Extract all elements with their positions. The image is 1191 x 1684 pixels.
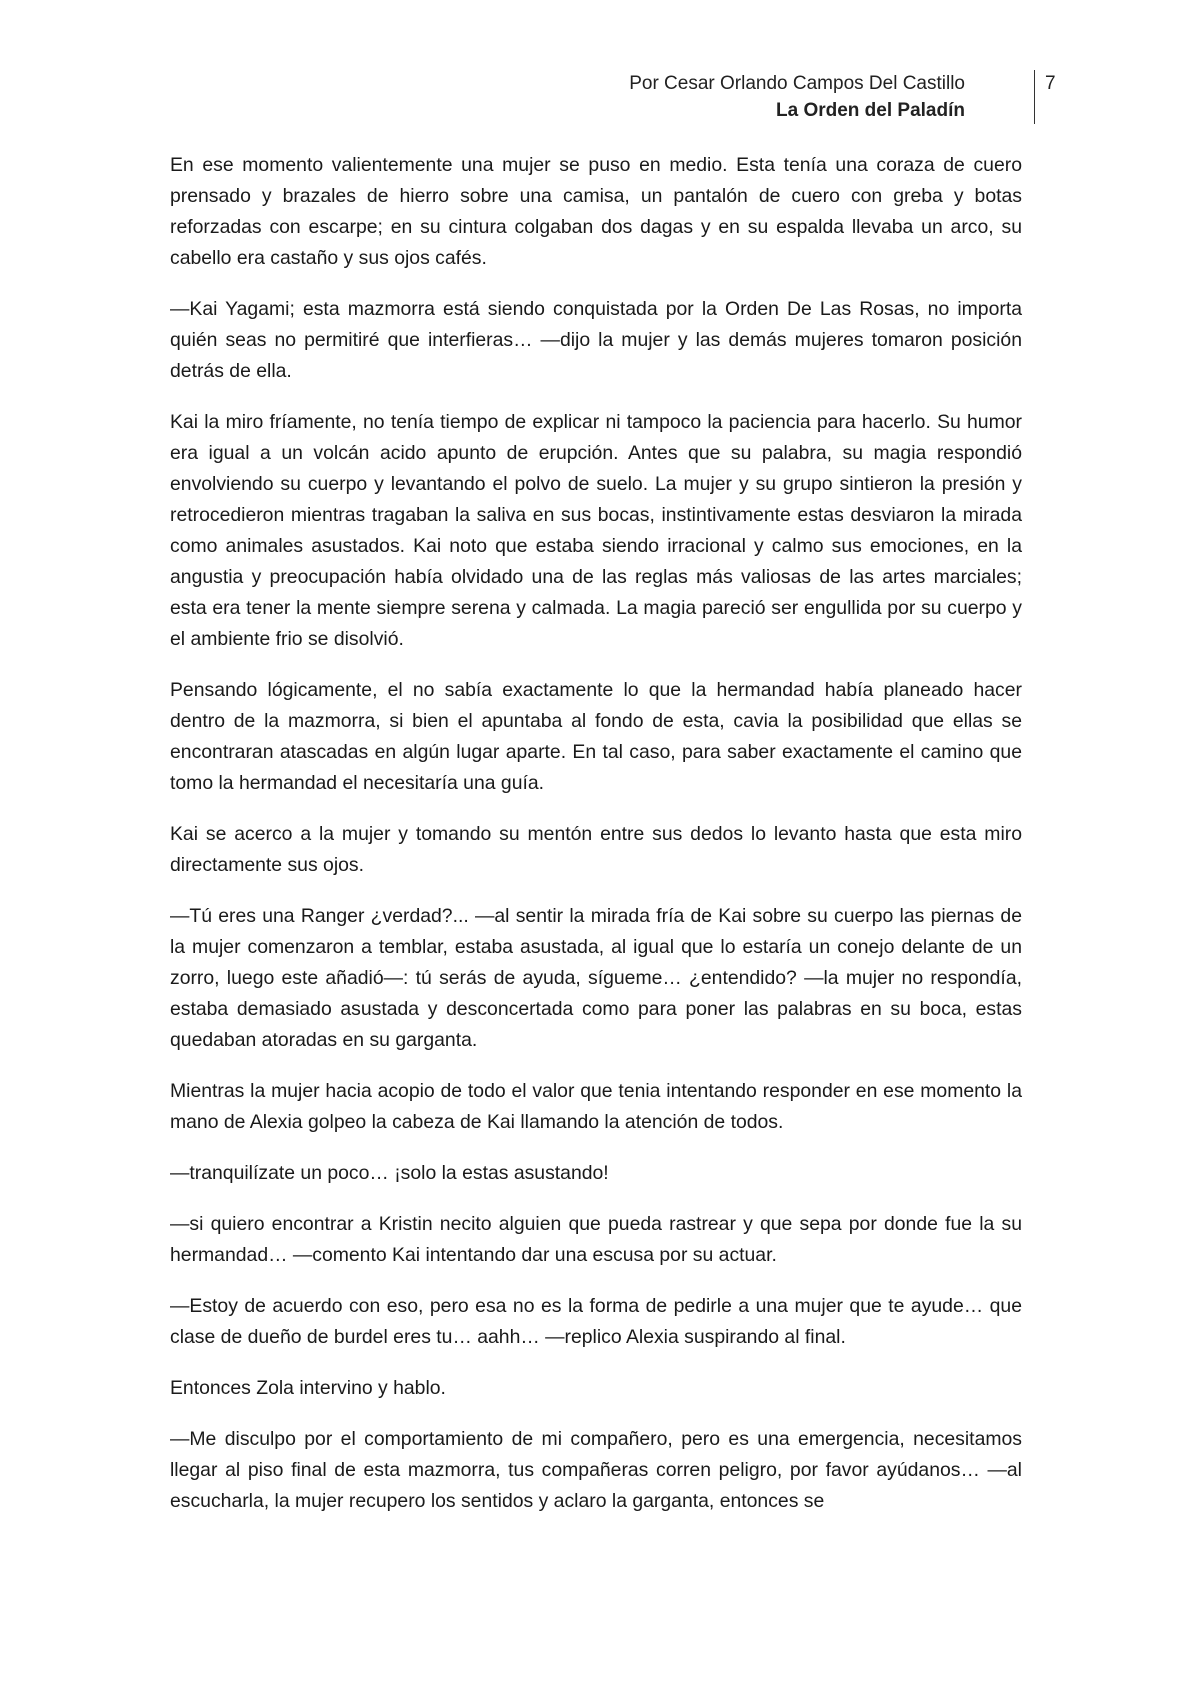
paragraph: Pensando lógicamente, el no sabía exactamente lo que la hermandad había planeado hacer dentro de la mazmorra, si bien el apuntaba al fondo de esta, cavia la posibilidad que ellas se encontraran atascadas en algún lugar aparte. En tal caso, para saber exactamente el camino que tomo la hermandad el necesitaría una guía. <box>170 679 1022 794</box>
header-book-title: La Orden del Paladín <box>776 100 965 121</box>
paragraph: —si quiero encontrar a Kristin necito alguien que pueda rastrear y que sepa por donde fue la su hermandad… —comento Kai intentando dar una escusa por su actuar. <box>170 1213 1022 1266</box>
header-author: Por Cesar Orlando Campos Del Castillo <box>629 73 965 94</box>
paragraph: Mientras la mujer hacia acopio de todo el valor que tenia intentando responder en ese momento la mano de Alexia golpeo la cabeza de Kai llamando la atención de todos. <box>170 1080 1022 1133</box>
paragraph: Kai se acerco a la mujer y tomando su mentón entre sus dedos lo levanto hasta que esta miro directamente sus ojos. <box>170 823 1022 876</box>
header-divider <box>1034 70 1035 124</box>
paragraph: Kai la miro fríamente, no tenía tiempo de explicar ni tampoco la paciencia para hacerlo. Su humor era igual a un volcán acido apunto de erupción. Antes que su palabra, su magia respondió envolviendo su cuerpo y levantando el polvo de suelo. La mujer y su grupo sintieron la presión y retrocedieron mientras tragaban la saliva en sus bocas, instintivamente estas desviaron la mirada como animales asustados. Kai noto que estaba siendo irracional y calmo sus emociones, en la angustia y preocupación había olvidado una de las reglas más valiosas de las artes marciales; esta era tener la mente siempre serena y calmada. La magia pareció ser engullida por su cuerpo y el ambiente frio se disolvió. <box>170 411 1022 650</box>
paragraph: —Kai Yagami; esta mazmorra está siendo conquistada por la Orden De Las Rosas, no importa quién seas no permitiré que interfieras… —dijo la mujer y las demás mujeres tomaron posición detrás de ella. <box>170 298 1022 382</box>
paragraph: En ese momento valientemente una mujer se puso en medio. Esta tenía una coraza de cuero prensado y brazales de hierro sobre una camisa, un pantalón de cuero con greba y botas reforzadas con escarpe; en su cintura colgaban dos dagas y en su espalda llevaba un arco, su cabello era castaño y sus ojos cafés. <box>170 154 1022 269</box>
paragraph: —Me disculpo por el comportamiento de mi compañero, pero es una emergencia, necesitamos llegar al piso final de esta mazmorra, tus compañeras corren peligro, por favor ayúdanos… —al escucharla, la mujer recupero los sentidos y aclaro la garganta, entonces se <box>170 1428 1022 1512</box>
page-body <box>170 150 1022 1537</box>
paragraph: —tranquilízate un poco… ¡solo la estas asustando! <box>170 1162 609 1184</box>
page-header <box>629 70 965 124</box>
page-number: 7 <box>1045 73 1056 94</box>
paragraph: —Tú eres una Ranger ¿verdad?... —al sentir la mirada fría de Kai sobre su cuerpo las piernas de la mujer comenzaron a temblar, estaba asustada, al igual que lo estaría un conejo delante de un zorro, luego este añadió—: tú serás de ayuda, sígueme… ¿entendido? —la mujer no respondía, estaba demasiado asustada y desconcertada como para poner las palabras en su boca, estas quedaban atoradas en su garganta. <box>170 905 1022 1051</box>
paragraph: Entonces Zola intervino y hablo. <box>170 1377 446 1399</box>
paragraph: —Estoy de acuerdo con eso, pero esa no es la forma de pedirle a una mujer que te ayude… que clase de dueño de burdel eres tu… aahh… —replico Alexia suspirando al final. <box>170 1295 1022 1348</box>
